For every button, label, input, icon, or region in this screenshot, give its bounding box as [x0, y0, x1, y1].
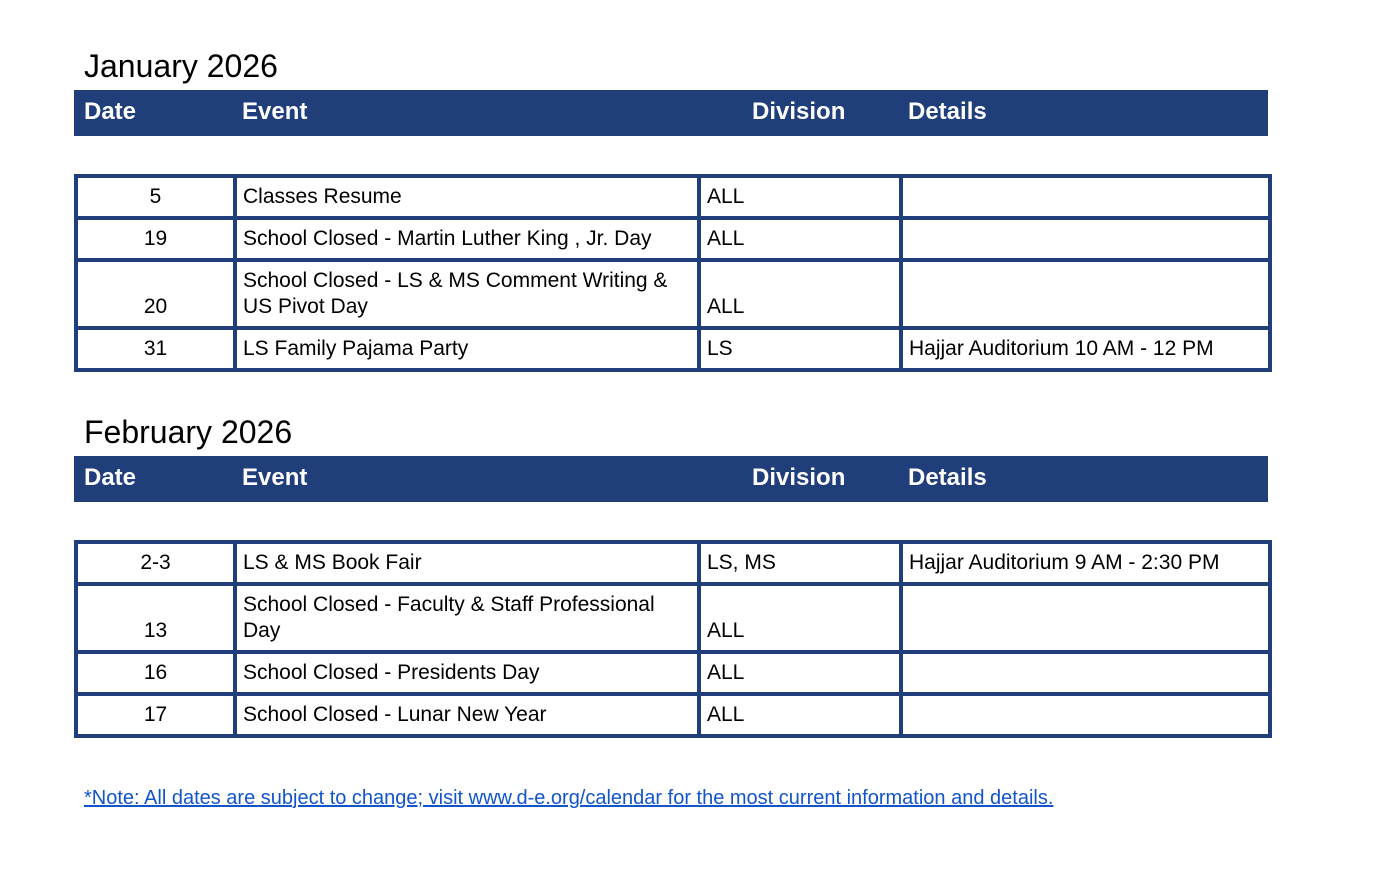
- event-cell: School Closed - Lunar New Year: [235, 694, 699, 736]
- table-row: [76, 260, 1270, 328]
- event-cell: Classes Resume: [235, 176, 699, 218]
- column-header-division: Division: [752, 464, 846, 491]
- table-row: [76, 218, 1270, 260]
- date-cell: 20: [76, 260, 235, 328]
- column-header-details: Details: [908, 464, 987, 491]
- column-header-date: Date: [84, 464, 137, 491]
- event-cell: School Closed - LS & MS Comment Writing & US Pivot Day: [235, 260, 699, 328]
- table-row: [76, 652, 1270, 694]
- table-row: [76, 176, 1270, 218]
- event-cell: School Closed - Presidents Day: [235, 652, 699, 694]
- column-header-date: Date: [84, 98, 137, 125]
- calendar-note-link[interactable]: *Note: All dates are subject to change; visit www.d-e.org/calendar for the most current information and details.: [84, 787, 1054, 809]
- details-cell: [901, 584, 1270, 652]
- column-header-event: Event: [242, 98, 308, 125]
- table-row: [76, 542, 1270, 584]
- details-cell: [901, 652, 1270, 694]
- table-row: [76, 328, 1270, 370]
- date-cell: 31: [76, 328, 235, 370]
- division-cell: ALL: [699, 218, 901, 260]
- date-cell: 13: [76, 584, 235, 652]
- events-table-january: [74, 174, 1272, 372]
- details-cell: [901, 218, 1270, 260]
- date-cell: 5: [76, 176, 235, 218]
- details-cell: [901, 176, 1270, 218]
- date-cell: 16: [76, 652, 235, 694]
- details-cell: [901, 260, 1270, 328]
- details-cell: Hajjar Auditorium 10 AM - 12 PM: [901, 328, 1270, 370]
- event-cell: School Closed - Martin Luther King , Jr. Day: [235, 218, 699, 260]
- table-header-february: [74, 456, 1268, 502]
- date-cell: 19: [76, 218, 235, 260]
- month-title-january: January 2026: [84, 48, 278, 84]
- division-cell: ALL: [699, 260, 901, 328]
- division-cell: LS, MS: [699, 542, 901, 584]
- date-cell: 2-3: [76, 542, 235, 584]
- table-row: [76, 694, 1270, 736]
- month-title-february: February 2026: [84, 414, 293, 450]
- column-header-division: Division: [752, 98, 846, 125]
- column-header-event: Event: [242, 464, 308, 491]
- event-cell: School Closed - Faculty & Staff Professional Day: [235, 584, 699, 652]
- date-cell: 17: [76, 694, 235, 736]
- details-cell: Hajjar Auditorium 9 AM - 2:30 PM: [901, 542, 1270, 584]
- column-header-details: Details: [908, 98, 987, 125]
- table-header-january: [74, 90, 1268, 136]
- events-table-february: [74, 540, 1272, 738]
- event-cell: LS & MS Book Fair: [235, 542, 699, 584]
- table-row: [76, 584, 1270, 652]
- event-cell: LS Family Pajama Party: [235, 328, 699, 370]
- division-cell: ALL: [699, 584, 901, 652]
- details-cell: [901, 694, 1270, 736]
- division-cell: LS: [699, 328, 901, 370]
- division-cell: ALL: [699, 176, 901, 218]
- division-cell: ALL: [699, 652, 901, 694]
- division-cell: ALL: [699, 694, 901, 736]
